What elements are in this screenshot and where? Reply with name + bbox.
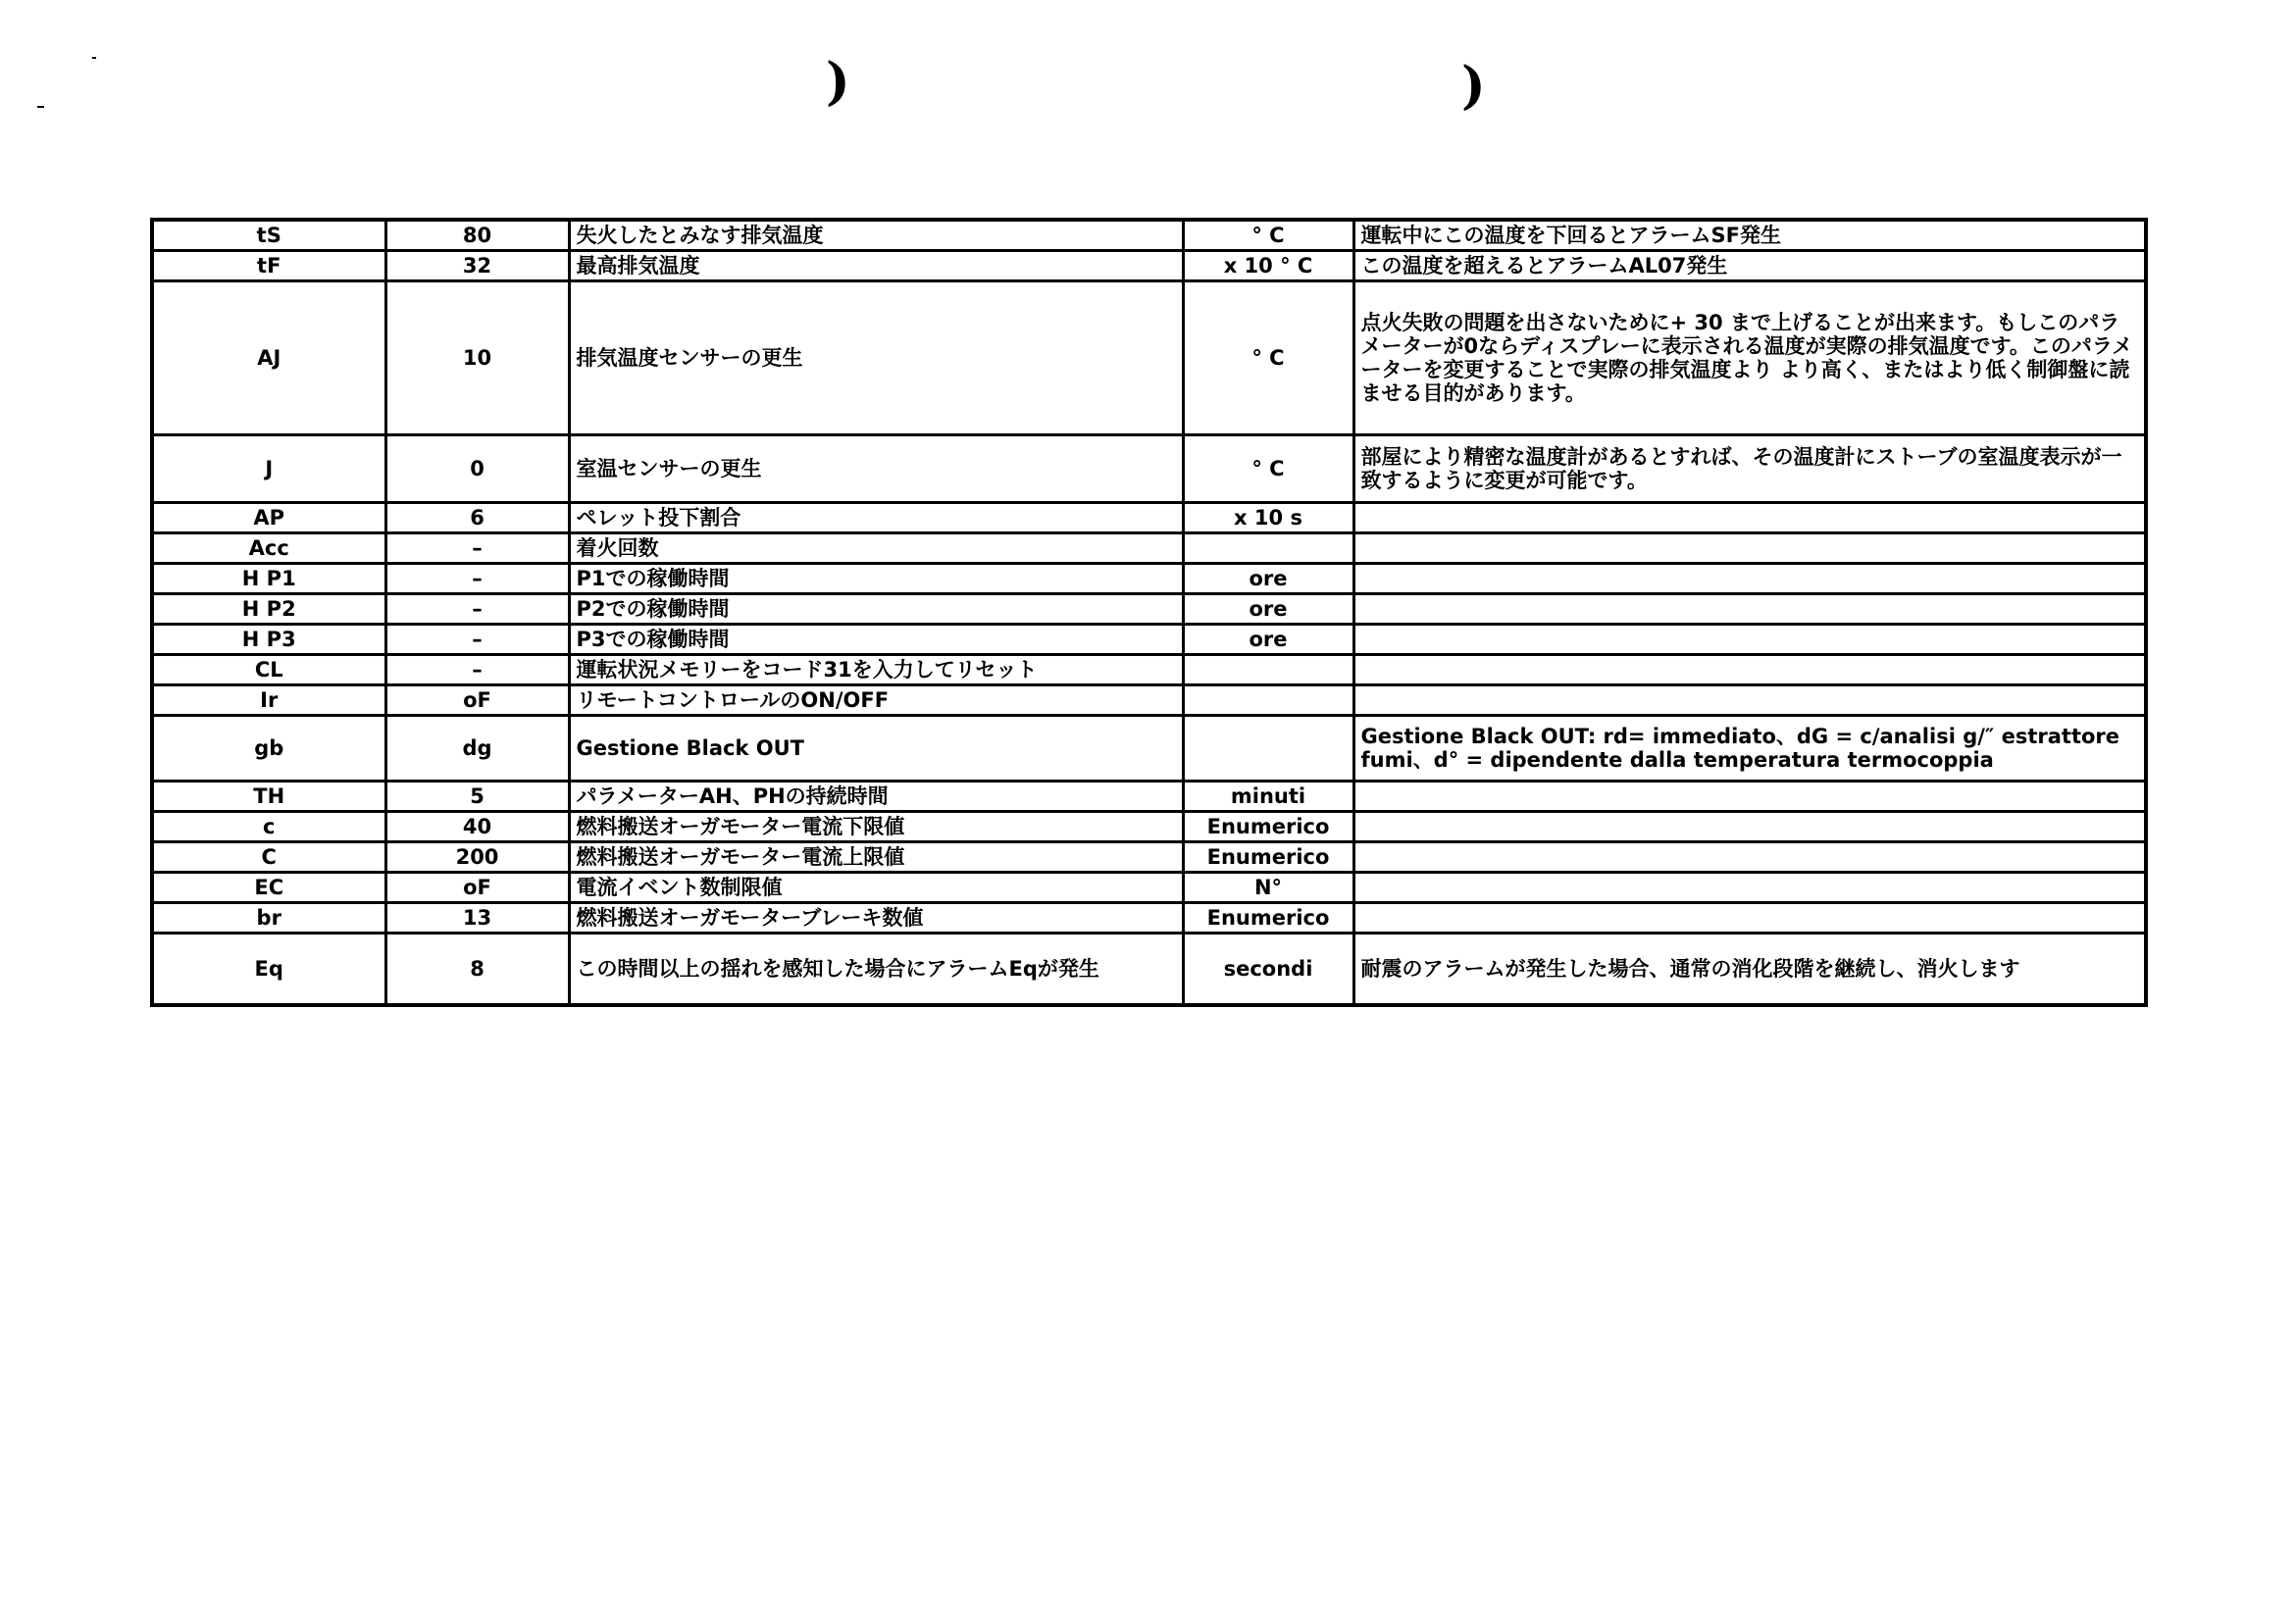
param-description: 電流イベント数制限値 — [569, 873, 1183, 903]
param-unit: Enumerico — [1183, 812, 1353, 842]
param-value: oF — [385, 685, 569, 716]
binder-mark-right: ) — [1461, 56, 1486, 116]
param-unit: N° — [1183, 873, 1353, 903]
param-value: – — [385, 533, 569, 564]
param-unit: minuti — [1183, 782, 1353, 812]
param-code: Acc — [152, 533, 385, 564]
param-unit: secondi — [1183, 934, 1353, 1006]
table-row — [152, 903, 2146, 934]
param-description: P2での稼働時間 — [569, 594, 1183, 625]
param-note — [1353, 903, 2146, 934]
param-value: 32 — [385, 251, 569, 281]
scan-speck — [92, 57, 96, 59]
table-row — [152, 934, 2146, 1006]
param-note: Gestione Black OUT: rd= immediato、dG = c/analisi g/″ estrattore fumi、d° = dipendente dalla temperatura termocoppia — [1353, 716, 2146, 782]
param-code: H P2 — [152, 594, 385, 625]
param-description: 室温センサーの更生 — [569, 435, 1183, 503]
param-code: CL — [152, 655, 385, 685]
param-code: C — [152, 842, 385, 873]
param-code: AJ — [152, 281, 385, 435]
param-note: この温度を超えるとアラームAL07発生 — [1353, 251, 2146, 281]
param-unit: ore — [1183, 594, 1353, 625]
param-code: H P3 — [152, 625, 385, 655]
param-note — [1353, 533, 2146, 564]
table-row — [152, 533, 2146, 564]
param-description: Gestione Black OUT — [569, 716, 1183, 782]
param-value: 6 — [385, 503, 569, 533]
param-value: – — [385, 564, 569, 594]
param-note — [1353, 873, 2146, 903]
table-row — [152, 564, 2146, 594]
param-unit: Enumerico — [1183, 842, 1353, 873]
param-code: Ir — [152, 685, 385, 716]
param-note — [1353, 685, 2146, 716]
param-description: リモートコントロールのON/OFF — [569, 685, 1183, 716]
parameter-table — [150, 218, 2148, 1007]
table-row — [152, 873, 2146, 903]
param-unit: ° C — [1183, 435, 1353, 503]
param-code: Eq — [152, 934, 385, 1006]
param-code: gb — [152, 716, 385, 782]
param-code: EC — [152, 873, 385, 903]
param-unit — [1183, 533, 1353, 564]
param-note — [1353, 503, 2146, 533]
param-value: 80 — [385, 220, 569, 251]
param-unit: x 10 s — [1183, 503, 1353, 533]
table-row — [152, 812, 2146, 842]
param-note — [1353, 812, 2146, 842]
param-unit — [1183, 685, 1353, 716]
table-row — [152, 220, 2146, 251]
param-unit: Enumerico — [1183, 903, 1353, 934]
param-code: c — [152, 812, 385, 842]
table-row — [152, 594, 2146, 625]
param-note: 点火失敗の問題を出さないために+ 30 まで上げることが出来ます。もしこのパラメーターが0ならディスプレーに表示される温度が実際の排気温度です。このパラメーターを変更することで実際の排気温度より より高く、またはより低く制御盤に読ませる目的があります。 — [1353, 281, 2146, 435]
table-row — [152, 782, 2146, 812]
param-unit: x 10 ° C — [1183, 251, 1353, 281]
param-note — [1353, 842, 2146, 873]
param-description: パラメーターAH、PHの持続時間 — [569, 782, 1183, 812]
param-note: 運転中にこの温度を下回るとアラームSF発生 — [1353, 220, 2146, 251]
scan-speck — [37, 106, 44, 108]
param-value: – — [385, 625, 569, 655]
param-unit — [1183, 716, 1353, 782]
table-row — [152, 716, 2146, 782]
param-value: 40 — [385, 812, 569, 842]
param-description: 失火したとみなす排気温度 — [569, 220, 1183, 251]
param-description: 燃料搬送オーガモーター電流上限値 — [569, 842, 1183, 873]
binder-mark-left: ) — [826, 52, 850, 112]
param-value: 200 — [385, 842, 569, 873]
table-row — [152, 625, 2146, 655]
param-value: 8 — [385, 934, 569, 1006]
param-note — [1353, 625, 2146, 655]
param-description: 排気温度センサーの更生 — [569, 281, 1183, 435]
param-note — [1353, 655, 2146, 685]
param-note: 耐震のアラームが発生した場合、通常の消化段階を継続し、消火します — [1353, 934, 2146, 1006]
param-code: br — [152, 903, 385, 934]
table-row — [152, 842, 2146, 873]
param-code: AP — [152, 503, 385, 533]
param-unit: ° C — [1183, 281, 1353, 435]
param-description: P3での稼働時間 — [569, 625, 1183, 655]
param-note — [1353, 564, 2146, 594]
param-unit — [1183, 655, 1353, 685]
param-unit: ° C — [1183, 220, 1353, 251]
param-value: – — [385, 594, 569, 625]
table-row — [152, 435, 2146, 503]
param-code: H P1 — [152, 564, 385, 594]
param-note: 部屋により精密な温度計があるとすれば、その温度計にストーブの室温度表示が一致するように変更が可能です。 — [1353, 435, 2146, 503]
table-row — [152, 655, 2146, 685]
param-code: J — [152, 435, 385, 503]
param-value: 5 — [385, 782, 569, 812]
table-row — [152, 281, 2146, 435]
param-description: ペレット投下割合 — [569, 503, 1183, 533]
param-description: 燃料搬送オーガモーター電流下限値 — [569, 812, 1183, 842]
param-value: oF — [385, 873, 569, 903]
param-description: 着火回数 — [569, 533, 1183, 564]
param-value: 0 — [385, 435, 569, 503]
param-note — [1353, 782, 2146, 812]
table-row — [152, 685, 2146, 716]
param-unit: ore — [1183, 564, 1353, 594]
param-description: 運転状況メモリーをコード31を入力してリセット — [569, 655, 1183, 685]
param-value: 13 — [385, 903, 569, 934]
param-description: 燃料搬送オーガモーターブレーキ数値 — [569, 903, 1183, 934]
table-row — [152, 251, 2146, 281]
param-description: この時間以上の揺れを感知した場合にアラームEqが発生 — [569, 934, 1183, 1006]
param-code: tF — [152, 251, 385, 281]
table-row — [152, 503, 2146, 533]
param-description: 最高排気温度 — [569, 251, 1183, 281]
param-code: tS — [152, 220, 385, 251]
param-value: dg — [385, 716, 569, 782]
param-code: TH — [152, 782, 385, 812]
param-value: 10 — [385, 281, 569, 435]
param-note — [1353, 594, 2146, 625]
param-description: P1での稼働時間 — [569, 564, 1183, 594]
param-value: – — [385, 655, 569, 685]
param-unit: ore — [1183, 625, 1353, 655]
